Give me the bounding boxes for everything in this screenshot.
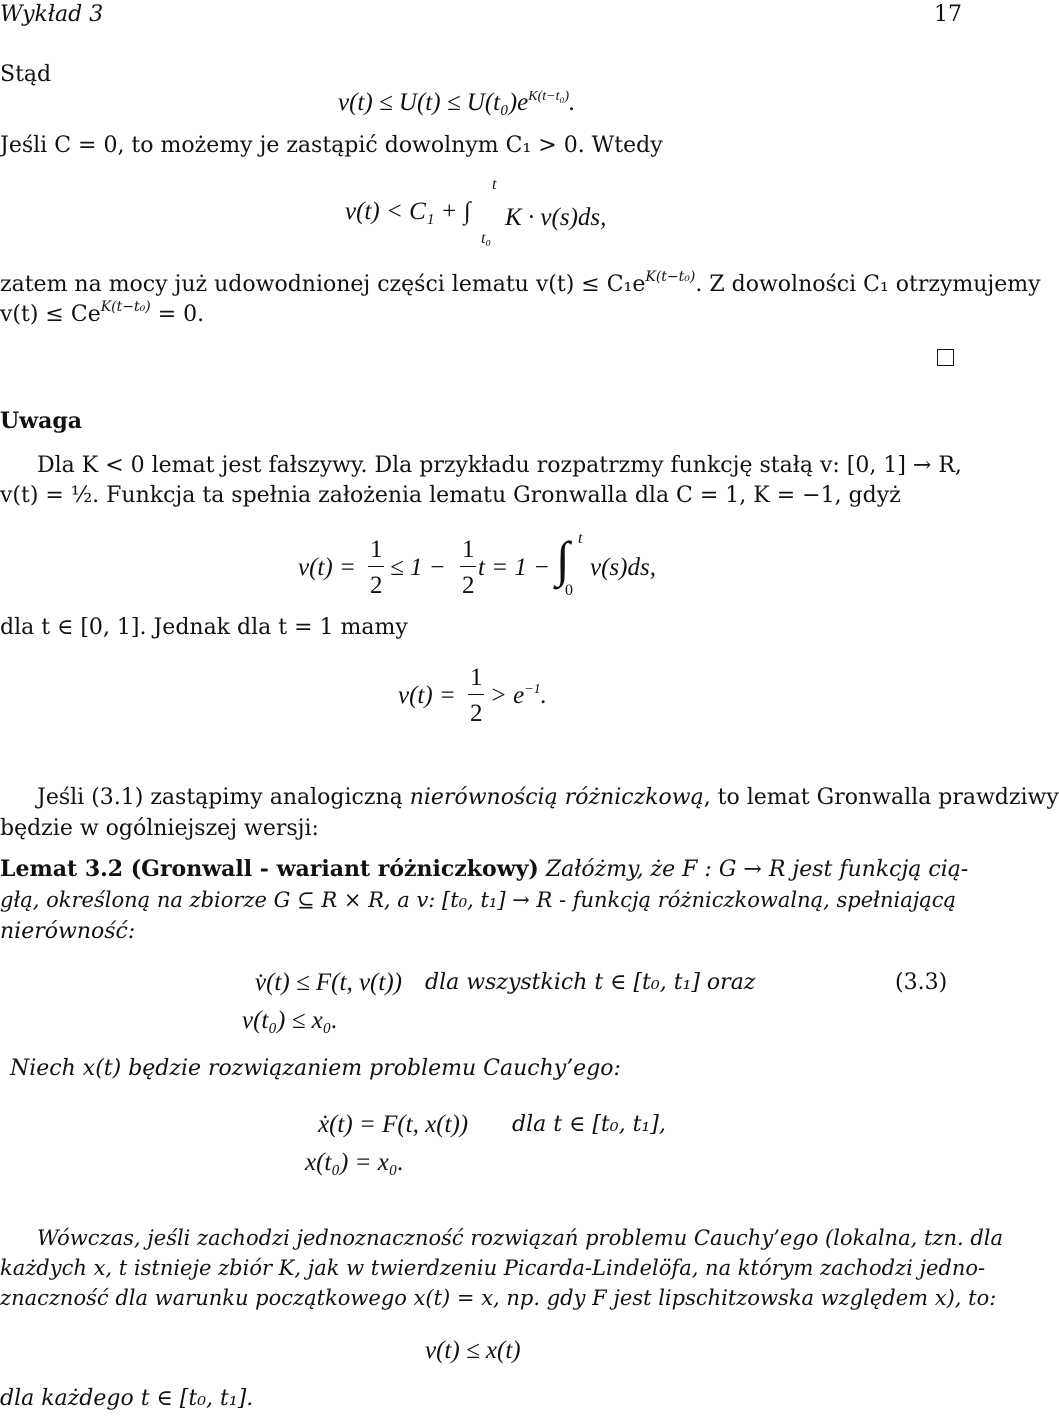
paragraph-wowczas-line2: każdych x, t istnieje zbiór K, jak w twierdzeniu Picarda-Lindelöfa, na którym zachodzi jedno- [0,1256,986,1280]
eq3-end: v(s)ds, [590,554,656,581]
eq3-mid: ≤ 1 − [390,554,446,581]
lemma-line3: nierówność: [0,919,136,944]
page-number: 17 [934,2,962,27]
qed-square-icon [937,349,954,366]
paragraph-dla: dla t ∈ [0, 1]. Jednak dla t = 1 mamy [0,615,408,640]
equation-integral-lhs: v(t) < C₁ + ∫ [345,198,471,225]
eq5-row1-math: v̇(t) ≤ F(t, v(t)) [255,969,402,996]
gen-line1-b: , to lemat Gronwalla prawdziwy [703,785,1059,810]
integral-lower-limit: t₀ [481,230,492,247]
eq3-frac1-bar [368,566,384,567]
lemma-line1-text: Załóżmy, że F : G → R jest funkcją cią- [545,857,969,882]
eq4-exponent: −1 [524,682,541,697]
eq5-row2-math: v(t₀) ≤ x₀. [242,1007,338,1034]
eq4-frac-num: 1 [470,664,483,691]
paragraph-generalization-line2: będzie w ogólniejszej wersji: [0,816,319,841]
integral-upper-limit: t [492,176,497,193]
paragraph-generalization-line1 [37,787,1059,809]
eq4-rhs-text: > e [490,682,525,709]
equation-bound [338,90,575,115]
eq3-integral-sign: ∫ [556,531,570,587]
eq3-after: t = 1 − [478,554,550,581]
paragraph-wowczas-line1: Wówczas, jeśli zachodzi jednoznaczność rozwiązań problemu Cauchy’ego (lokalna, tzn. dla [37,1226,1004,1250]
eq6-row2-math: x(t₀) = x₀. [305,1149,404,1176]
uwaga-heading: Uwaga [0,408,83,434]
equation-integral [345,176,625,250]
eq4-end: . [540,682,547,709]
equation-bound-body: v(t) ≤ U(t) ≤ U(t₀)e [338,89,529,116]
eq3-frac2-bar [460,566,476,567]
uwaga-line1: Dla K < 0 lemat jest fałszywy. Dla przykładu rozpatrzmy funkcję stałą v: [0, 1] → R, [37,453,962,478]
paragraph-zatem-line1 [0,270,1041,296]
paragraph-niech: Niech x(t) będzie rozwiązaniem problemu Cauchy’ego: [10,1056,621,1081]
equation-integral-rhs: K · v(s)ds, [505,204,607,231]
lemma-line1 [0,858,968,881]
eq3-frac2-num: 1 [462,536,475,563]
eq3-frac1-num: 1 [370,536,383,563]
eq3-integral-upper: t [578,530,583,547]
eq5-row1-text: dla wszystkich t ∈ [t₀, t₁] oraz [425,970,756,995]
equation-counterexample [298,530,698,605]
eq4-rhs [490,682,547,710]
lemma-label: Lemat 3.2 (Gronwall - wariant różniczkowy) [0,856,539,882]
equation-final: v(t) ≤ x(t) [425,1337,521,1364]
lemma-line2: głą, określoną na zbiorze G ⊆ R × R, a v: [t₀, t₁] → R - funkcją różniczkowalną, spełniającą [0,888,957,912]
eq6-row1-text: dla t ∈ [t₀, t₁], [512,1112,666,1137]
gen-line1-a: Jeśli (3.1) zastąpimy analogiczną [37,785,403,810]
uwaga-line2: v(t) = ½. Funkcja ta spełnia założenia lematu Gronwalla dla C = 1, K = −1, gdyż [0,483,901,508]
gen-line1-italic: nierównością różniczkową [409,785,704,810]
eq4-lhs: v(t) = [398,682,456,709]
equation-contradiction [398,660,598,730]
paragraph-zatem-line2 [0,300,204,326]
eq6-row1-math: ẋ(t) = F(t, x(t)) [318,1111,469,1138]
paragraph-wowczas-line3: znaczność dla warunku początkowego x(t) = x, np. gdy F jest lipschitzowska względem x), to: [0,1286,997,1310]
zatem-line1-end: . Z dowolności C₁ otrzymujemy [695,272,1041,297]
zatem-line2-text: v(t) ≤ Ce [0,302,101,327]
eq4-frac-bar [468,694,484,695]
zatem-line1-text: zatem na mocy już udowodnionej części lematu v(t) ≤ C₁e [0,272,646,297]
equation-bound-exponent: K(t−t₀) [528,89,569,104]
paragraph-stad: Stąd [0,62,52,87]
zatem-line2-end: = 0. [150,302,205,327]
eq3-lhs: v(t) = [298,554,356,581]
equation-number-3-3: (3.3) [895,970,948,995]
zatem-line2-exponent: K(t−t₀) [100,299,151,315]
zatem-line1-exponent: K(t−t₀) [645,269,696,285]
page-header-title: Wykład 3 [0,2,104,27]
eq3-frac1-den: 2 [370,572,383,599]
equation-bound-end: . [569,89,576,116]
paragraph-jesli: Jeśli C = 0, to możemy je zastąpić dowolnym C₁ > 0. Wtedy [0,133,663,158]
eq3-frac2-den: 2 [462,572,475,599]
paragraph-final: dla każdego t ∈ [t₀, t₁]. [0,1386,254,1411]
eq4-frac-den: 2 [470,700,483,727]
eq3-integral-lower: 0 [565,582,573,599]
